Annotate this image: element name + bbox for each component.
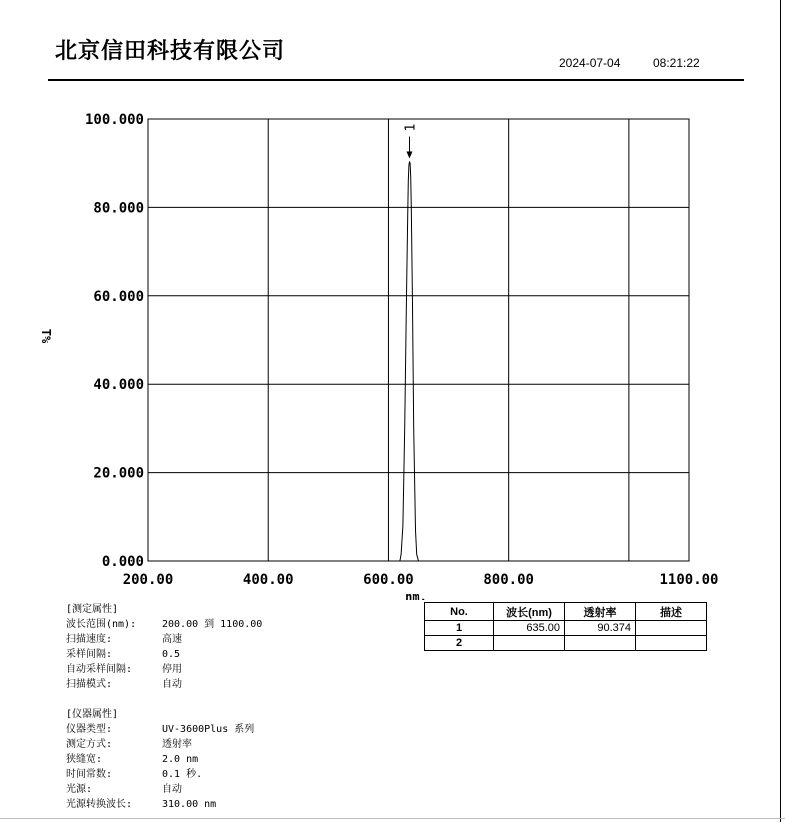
prop-key: 时间常数: — [66, 769, 113, 780]
prop-value: 高速 — [162, 634, 182, 645]
series-line — [148, 161, 689, 561]
instrument-properties — [66, 707, 255, 812]
prop-value: 200.00 到 1100.00 — [162, 619, 263, 630]
prop-value: 透射率 — [162, 739, 192, 750]
prop-row — [66, 752, 199, 767]
peak-marker-label: 1 — [403, 123, 419, 132]
x-axis-label: nm. — [405, 590, 427, 600]
measurement-props-title: [测定属性] — [66, 604, 119, 615]
prop-row — [66, 617, 263, 632]
prop-row — [66, 632, 182, 647]
prop-key: 波长范围(nm): — [66, 619, 137, 630]
prop-key: 光源: — [66, 784, 93, 795]
cell-no: 1 — [425, 621, 494, 636]
prop-key: 自动采样间隔: — [66, 664, 133, 675]
cell-wavelength — [494, 636, 565, 651]
prop-value: 自动 — [162, 679, 182, 690]
y-tick-label: 60.000 — [93, 288, 144, 305]
col-header-wavelength: 波长(nm) — [494, 603, 565, 621]
y-tick-label: 0.000 — [101, 554, 144, 570]
col-header-description: 描述 — [636, 603, 707, 621]
report-time: 08:21:22 — [653, 56, 700, 70]
prop-value: 0.1 秒. — [162, 769, 203, 780]
instrument-props-title: [仪器属性] — [66, 709, 119, 720]
x-tick-label: 600.00 — [363, 572, 414, 588]
cell-transmittance — [565, 636, 636, 651]
prop-key: 扫描模式: — [66, 679, 113, 690]
prop-row — [66, 662, 182, 677]
y-tick-label: 80.000 — [93, 200, 144, 217]
x-tick-label: 200.00 — [122, 572, 174, 588]
measurement-properties — [66, 602, 263, 692]
plot-frame — [148, 119, 689, 561]
prop-value: 0.5 — [162, 649, 181, 660]
prop-key: 采样间隔: — [66, 649, 113, 660]
table-row — [425, 636, 707, 651]
y-tick-label: 100.000 — [84, 112, 144, 128]
cell-wavelength: 635.00 — [494, 621, 565, 636]
prop-value: UV-3600Plus 系列 — [162, 724, 255, 735]
prop-key: 狭缝宽: — [66, 754, 103, 765]
col-header-no: No. — [425, 603, 494, 621]
prop-key: 仪器类型: — [66, 724, 113, 735]
x-tick-label: 1100.00 — [659, 572, 719, 588]
table-row — [425, 621, 707, 636]
peak-marker-arrow — [406, 152, 412, 159]
cell-description — [636, 636, 707, 651]
page-bottom-edge — [0, 818, 785, 819]
prop-row — [66, 677, 182, 692]
prop-row — [66, 647, 181, 662]
report-date: 2024-07-04 — [559, 56, 621, 70]
cell-no: 2 — [425, 636, 494, 651]
company-title: 北京信田科技有限公司 — [55, 39, 286, 64]
prop-value: 停用 — [162, 664, 182, 675]
x-tick-label: 400.00 — [242, 572, 294, 588]
x-tick-label: 800.00 — [483, 572, 534, 588]
cell-transmittance: 90.374 — [565, 621, 636, 636]
prop-value: 2.0 nm — [162, 754, 199, 765]
y-tick-label: 40.000 — [93, 377, 144, 394]
y-axis-label: T% — [39, 328, 53, 344]
prop-value: 自动 — [162, 784, 182, 795]
y-tick-label: 20.000 — [93, 465, 144, 482]
prop-row — [66, 797, 217, 812]
prop-value: 310.00 nm — [162, 799, 217, 810]
prop-row — [66, 722, 255, 737]
prop-row — [66, 737, 192, 752]
peak-table-header — [425, 603, 707, 621]
prop-row — [66, 767, 203, 782]
prop-key: 光源转换波长: — [66, 799, 133, 810]
cell-description — [636, 621, 707, 636]
prop-key: 扫描速度: — [66, 634, 113, 645]
peak-table — [424, 602, 707, 651]
col-header-transmittance: 透射率 — [565, 603, 636, 621]
prop-key: 测定方式: — [66, 739, 113, 750]
prop-row — [66, 782, 182, 797]
